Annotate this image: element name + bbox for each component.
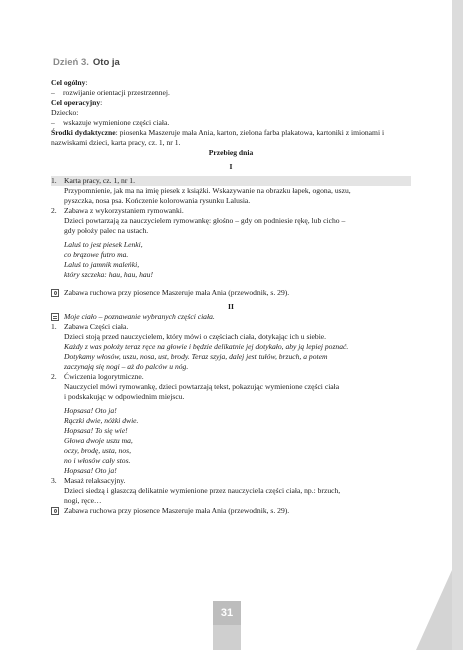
s2-poem-line: no i włosów cały stos. bbox=[64, 456, 131, 465]
s2-poem-line: Rączki dwie, nóżki dwie. bbox=[64, 416, 139, 425]
s2-item1-text: Dzieci stoją przed nauczycielem, który mówi o częściach ciała, dotykając ich u siebie. bbox=[64, 332, 327, 341]
s1-item2-line2: gdy położy palec na ustach. bbox=[64, 226, 149, 235]
s1-item1-line2: pyszczka, nosa psa. Kończenie kolorowania rysunku Lalusia. bbox=[64, 196, 251, 205]
s2-item2-label: 2. Ćwiczenia logorytmiczne. bbox=[51, 372, 144, 381]
s2-item3-line1: Dzieci siedzą i głaszczą delikatnie wymienione przez nauczyciela części ciała, np.: brzuch, bbox=[64, 486, 341, 495]
s2-movement: Zabawa ruchowa przy piosence Maszeruje mała Ania (przewodnik, s. 29). bbox=[51, 506, 411, 516]
s2-item3-line2: nogi, ręce… bbox=[64, 496, 102, 505]
section-1-heading: I bbox=[229, 162, 233, 171]
przebieg-heading: Przebieg dnia bbox=[208, 148, 254, 157]
lesson-content: Cel ogólny: – rozwijanie orientacji przestrzennej. Cel operacyjny: Dziecko: – wskazuje wymienione części ciała. Środki dydaktyczne: piosenka Maszeruje mała Ania, karton, zielona farba plakatowa, kartoniki z imionami i nazwiskami dzieci, karta pracy, cz. 1, nr 1. Przebieg dnia I 1. Karta pracy, cz. 1, nr 1. Przypomnienie, jak ma na imię piesek z książki. Wskazywanie na obrazku łapek, ogona, uszu, pyszczka, nosa psa. Kończenie kolorowania rysunku Lalusia. 2. Zabawa z wykorzystaniem rymowanki. Dzieci powtarzają za nauczycielem rymowankę: głośno – gdy on podniesie rękę, lub cicho – gdy położy palec na ustach. Laluś to jest piesek Lenki, co brązowe futro ma. Laluś to jamnik maleńki, który szczeka: hau, hau, hau! Zabawa ruchowa przy piosence Maszeruje mała Ania (przewodnik, s. 29). II Moje ciało – poznawanie wybranych części ciała. 1. Zabawa Części ciała. Dzieci stoją przed nauczycielem, który mówi o częściach ciała, dotykając ich u siebie. Każdy z was położy teraz ręce na głowie i będzie delikatnie jej dotykało, aby ją lepiej poznać. Dotykamy włosów, uszu, nosa, ust, brody. Teraz szyja, dalej jest tułów, brzuch, a potem zaczynają się nogi – aż do palców u nóg. 2. Ćwiczenia logorytmiczne. Nauczyciel mówi rymowankę, dzieci powtarzają tekst, pokazując wymienione części ciała i podskakując w odpowiednim miejscu. Hopsasa! Oto ja! Rączki dwie, nóżki dwie. Hopsasa! To się wie! Głowa dwoje uszu ma, oczy, brodę, usta, nos, no i włosów cały stos. Hopsasa! Oto ja! 3. Masaż relaksacyjny. Dzieci siedzą i głaszczą delikatnie wymienione przez nauczyciela części ciała, np.: brzuch, nogi, ręce… Zabawa ruchowa przy piosence Maszeruje mała Ania (przewodnik, s. 29). bbox=[51, 78, 411, 516]
s2-item1-italic: zaczynają się nogi – aż do palców u nóg. bbox=[64, 362, 189, 371]
s2-item1-italic: Każdy z was położy teraz ręce na głowie i będzie delikatnie jej dotykało, aby ją lepiej poznać. bbox=[64, 342, 349, 351]
s1-item1-line1: Przypomnienie, jak ma na imię piesek z książki. Wskazywanie na obrazku łapek, ogona, uszu, bbox=[64, 186, 351, 195]
page-number: 31 bbox=[213, 601, 241, 625]
music-note-icon bbox=[51, 507, 59, 515]
s2-item1-italic: Dotykamy włosów, uszu, nosa, ust, brody. Teraz szyja, dalej jest tułów, brzuch, a potem bbox=[64, 352, 328, 361]
s1-item2-label: 2. Zabawa z wykorzystaniem rymowanki. bbox=[51, 206, 184, 215]
cel-operacyjny-item: wskazuje wymienione części ciała. bbox=[63, 118, 170, 127]
day-title: Oto ja bbox=[92, 57, 120, 68]
s1-poem-line: co brązowe futro ma. bbox=[64, 250, 129, 259]
cel-ogolny-item: rozwijanie orientacji przestrzennej. bbox=[63, 88, 170, 97]
s2-poem-line: Hopsasa! Oto ja! bbox=[64, 406, 117, 415]
s1-poem-line: który szczeka: hau, hau, hau! bbox=[64, 270, 153, 279]
s1-item2-line1: Dzieci powtarzają za nauczycielem rymowankę: głośno – gdy on podniesie rękę, lub cicho – bbox=[64, 216, 346, 225]
s1-movement: Zabawa ruchowa przy piosence Maszeruje mała Ania (przewodnik, s. 29). bbox=[51, 288, 411, 298]
s2-item2-line1: Nauczyciel mówi rymowankę, dzieci powtarzają tekst, pokazując wymienione części ciała bbox=[64, 382, 340, 391]
cel-ogolny-label: Cel ogólny bbox=[51, 78, 86, 87]
cel-operacyjny-intro: Dziecko: bbox=[51, 108, 79, 117]
srodki-label: Środki dydaktyczne bbox=[51, 128, 116, 137]
s1-poem-line: Laluś to jest piesek Lenki, bbox=[64, 240, 143, 249]
s2-item3-label: 3. Masaż relaksacyjny. bbox=[51, 476, 126, 485]
s1-poem-line: Laluś to jamnik maleńki, bbox=[64, 260, 140, 269]
day-header bbox=[53, 57, 120, 73]
s2-poem-line: Hopsasa! Oto ja! bbox=[64, 466, 117, 475]
music-note-icon bbox=[51, 289, 59, 297]
section-2-heading: II bbox=[228, 302, 234, 311]
s1-item1-label: 1. Karta pracy, cz. 1, nr 1. bbox=[51, 176, 411, 186]
cel-operacyjny-label: Cel operacyjny bbox=[51, 98, 101, 107]
s2-poem-line: oczy, brodę, usta, nos, bbox=[64, 446, 132, 455]
day-label: Dzień 3. bbox=[53, 57, 89, 68]
page-number-tab bbox=[213, 625, 241, 650]
s2-item2-line2: i podskakując w odpowiednim miejscu. bbox=[64, 392, 185, 401]
s2-poem-line: Hopsasa! To się wie! bbox=[64, 426, 128, 435]
s2-item1-label: 1. Zabawa Części ciała. bbox=[51, 322, 129, 331]
srodki-text: piosenka Maszeruje mała Ania, karton, zielona farba plakatowa, kartoniki z imionami i nazwiskami dzieci, karta pracy, cz. 1, nr 1. bbox=[51, 128, 385, 147]
s2-intro: Moje ciało – poznawanie wybranych części ciała. bbox=[51, 312, 411, 322]
book-icon bbox=[51, 313, 59, 321]
s2-poem-line: Głowa dwoje uszu ma, bbox=[64, 436, 133, 445]
page-edge bbox=[452, 0, 463, 650]
